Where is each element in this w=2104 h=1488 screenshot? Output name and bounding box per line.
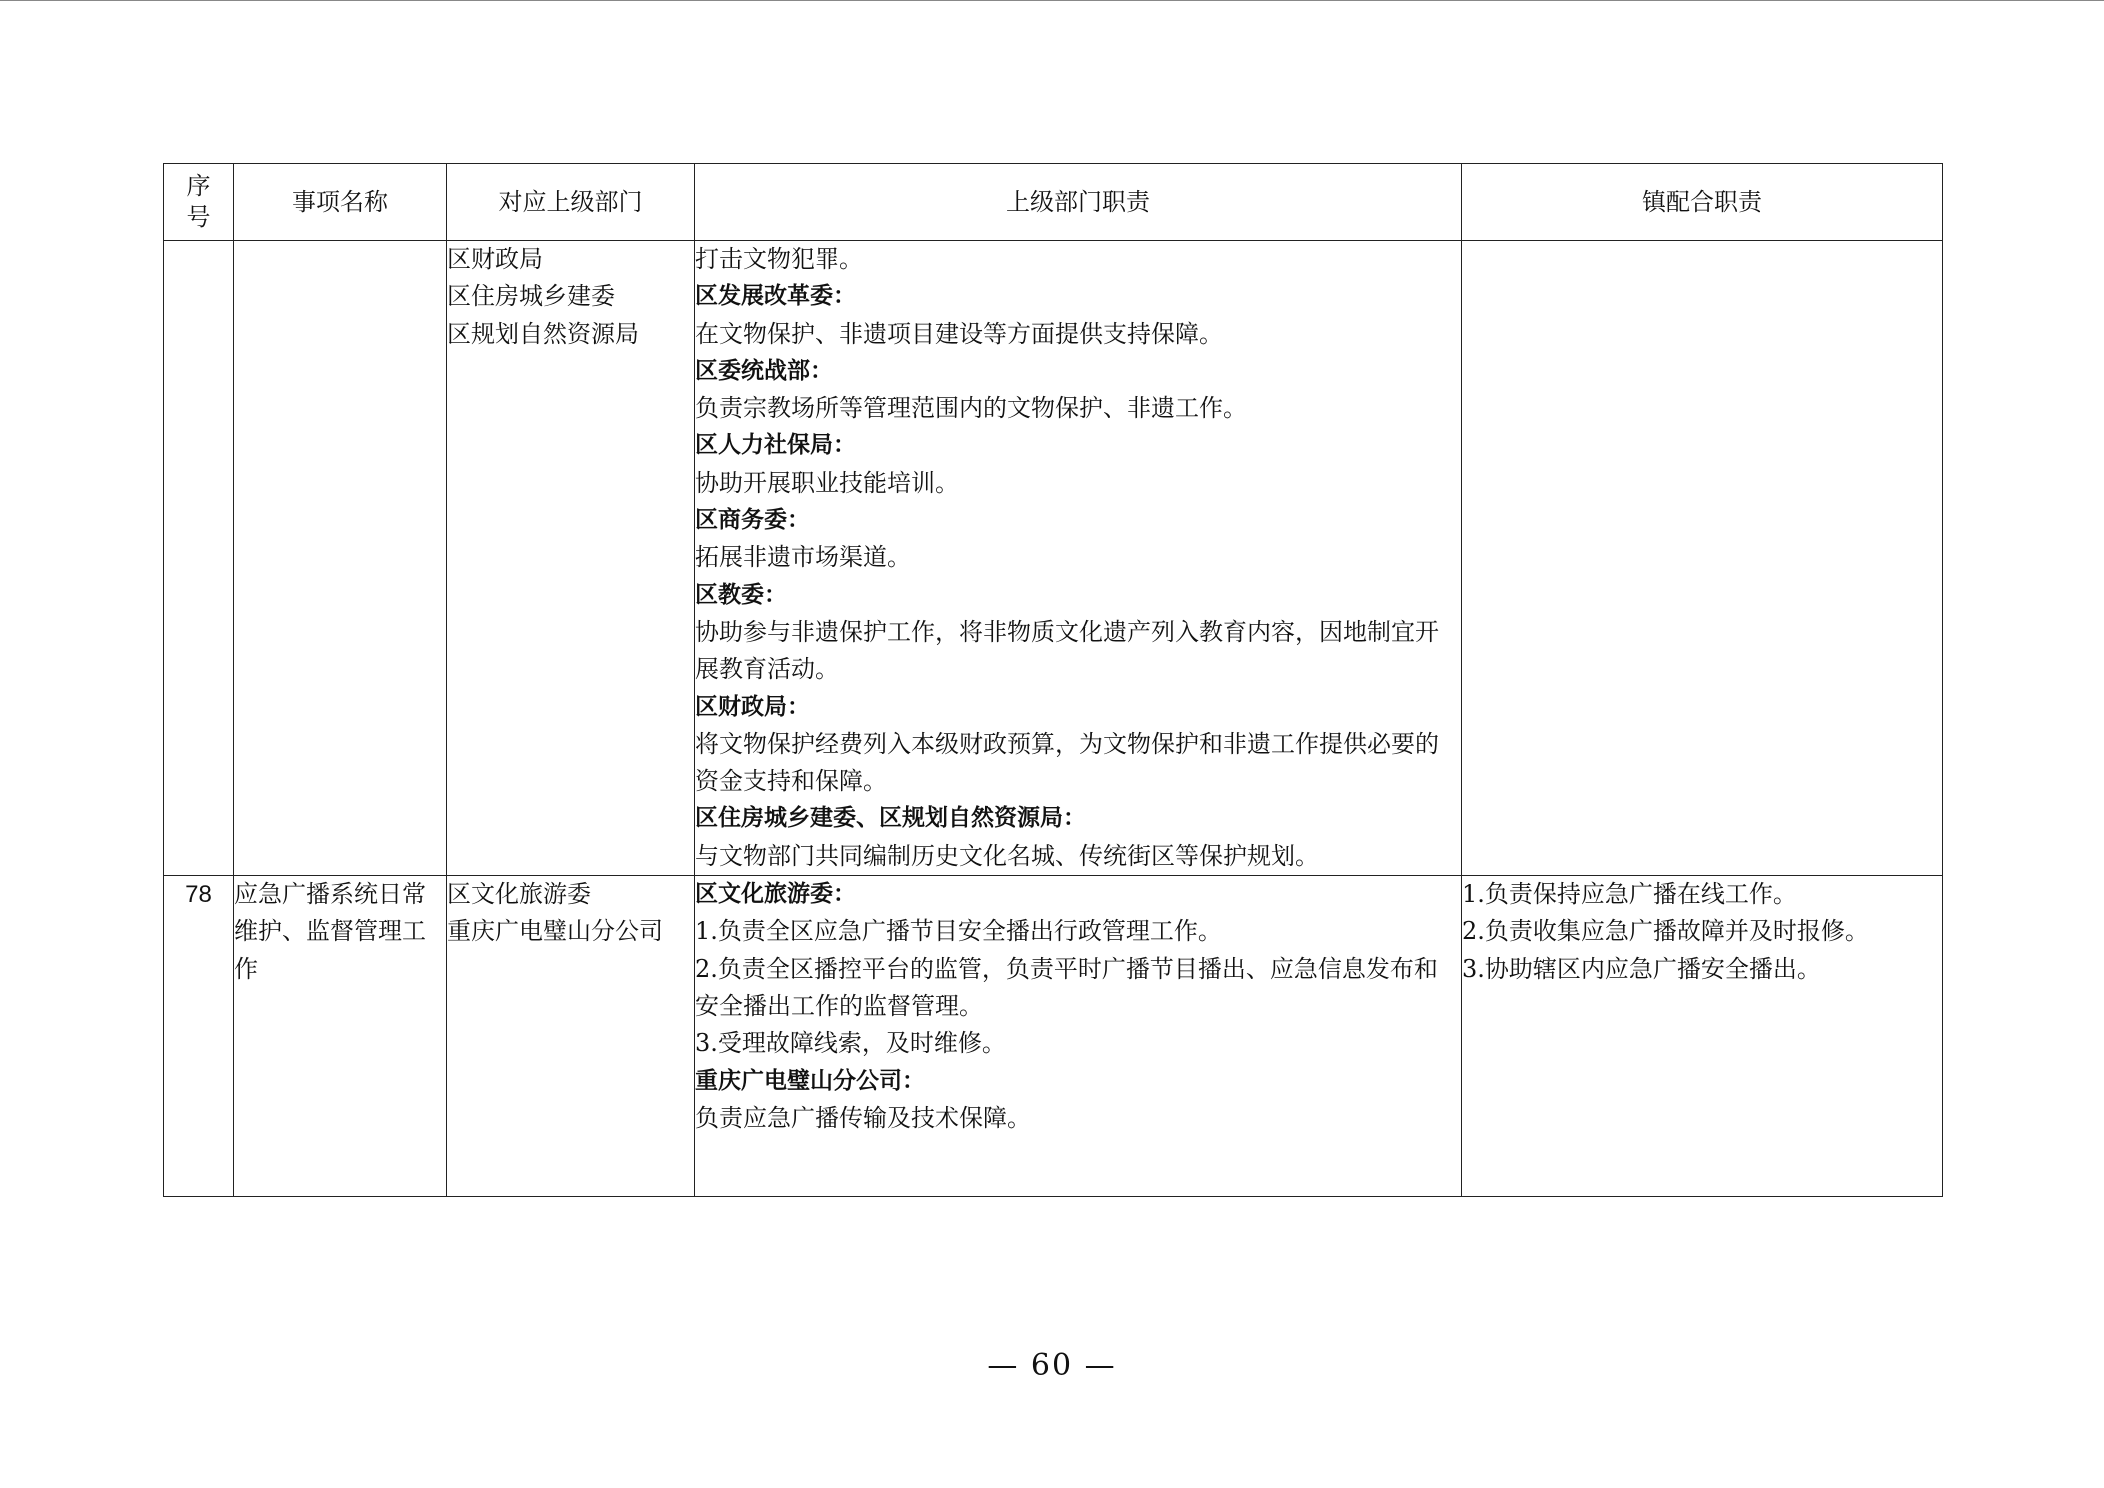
dept-name: 区文化旅游委 [447, 880, 591, 909]
duty-dept-heading: 区委统战部： [695, 357, 833, 384]
row-seq: 78 [164, 876, 234, 1197]
header-upper-dept: 对应上级部门 [447, 164, 695, 241]
duty-dept-heading: 区住房城乡建委、区规划自然资源局： [695, 805, 1086, 832]
row-town-duty [1462, 241, 1943, 876]
item-name-text: 应急广播系统日常维护、监督管理工作 [234, 880, 426, 983]
duty-dept-heading: 区商务委： [695, 507, 810, 534]
duty-line: 打击文物犯罪。 [695, 245, 863, 273]
table-row [164, 241, 1943, 876]
row-upper-depts [447, 876, 695, 1197]
duty-line: 1.负责全区应急广播节目安全播出行政管理工作。 [695, 917, 1222, 946]
duty-dept-heading: 区教委： [695, 581, 787, 608]
dept-name: 重庆广电璧山分公司 [447, 917, 663, 946]
table-row [164, 876, 1943, 1197]
row-upper-depts [447, 241, 695, 876]
page-top-rule [0, 0, 2104, 1]
dept-name: 区规划自然资源局 [447, 319, 639, 348]
header-seq: 序号 [164, 164, 234, 241]
duty-dept-heading: 区文化旅游委： [695, 881, 856, 908]
duty-line: 负责应急广播传输及技术保障。 [695, 1103, 1031, 1132]
duty-line: 与文物部门共同编制历史文化名城、传统街区等保护规划。 [695, 841, 1319, 870]
duty-line: 协助参与非遗保护工作，将非物质文化遗产列入教育内容，因地制宜开展教育活动。 [695, 617, 1439, 684]
duty-line: 3.受理故障线索，及时维修。 [695, 1029, 1006, 1058]
duty-table [163, 163, 1943, 1197]
header-item-name: 事项名称 [234, 164, 447, 241]
duty-line: 在文物保护、非遗项目建设等方面提供支持保障。 [695, 319, 1223, 348]
row-seq [164, 241, 234, 876]
row-town-duty [1462, 876, 1943, 1197]
header-town-duty: 镇配合职责 [1462, 164, 1943, 241]
town-duty-line: 1.负责保持应急广播在线工作。 [1462, 880, 1797, 909]
row-item-name [234, 876, 447, 1197]
duty-dept-heading: 区人力社保局： [695, 432, 856, 459]
header-upper-duty: 上级部门职责 [695, 164, 1462, 241]
row-upper-duty [695, 876, 1462, 1197]
page-number: — 60 — [987, 1348, 1117, 1383]
dept-name: 区住房城乡建委 [447, 282, 615, 311]
town-duty-line: 3.协助辖区内应急广播安全播出。 [1462, 954, 1821, 983]
town-duty-line: 2.负责收集应急广播故障并及时报修。 [1462, 917, 1869, 946]
dept-name: 区财政局 [447, 245, 543, 273]
duty-line: 负责宗教场所等管理范围内的文物保护、非遗工作。 [695, 394, 1247, 423]
duty-dept-heading: 区发展改革委： [695, 283, 856, 310]
duty-line: 拓展非遗市场渠道。 [695, 543, 911, 572]
row-item-name [234, 241, 447, 876]
duty-line: 2.负责全区播控平台的监管，负责平时广播节目播出、应急信息发布和安全播出工作的监督管理。 [695, 954, 1438, 1020]
duty-dept-heading: 重庆广电璧山分公司： [695, 1067, 925, 1094]
table-header-row [164, 164, 1943, 241]
duty-line: 协助开展职业技能培训。 [695, 468, 959, 497]
duty-dept-heading: 区财政局： [695, 693, 810, 720]
duty-line: 将文物保护经费列入本级财政预算，为文物保护和非遗工作提供必要的资金支持和保障。 [695, 729, 1439, 796]
row-upper-duty [695, 241, 1462, 876]
